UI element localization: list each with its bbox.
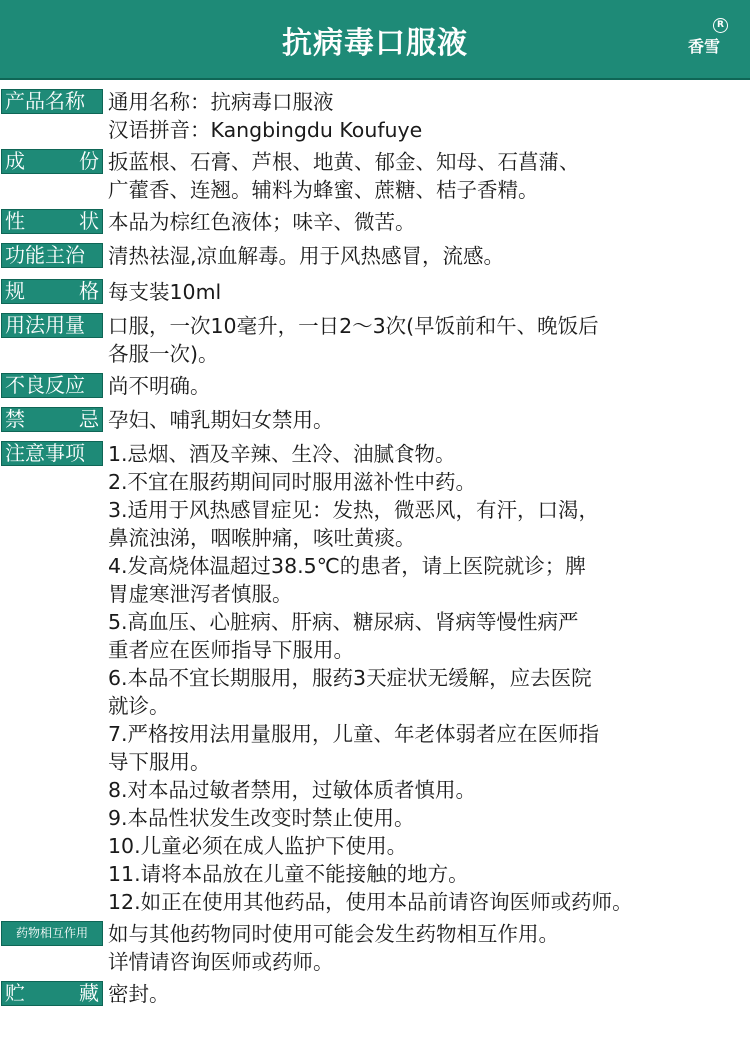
section-content bbox=[108, 440, 730, 916]
section-label bbox=[1, 149, 103, 174]
brand-logo: 香雪 bbox=[687, 37, 720, 56]
spec-row bbox=[0, 440, 750, 916]
page-title: 抗病毒口服液 bbox=[282, 26, 468, 61]
content-line: 8.对本品过敏者禁用，过敏体质者慎用。 bbox=[108, 778, 477, 802]
content-line: 胃虚寒泄泻者慎服。 bbox=[108, 582, 293, 606]
spec-row bbox=[0, 208, 750, 238]
content-line: 导下服用。 bbox=[108, 750, 211, 774]
content-line: 12.如正在使用其他药品，使用本品前请咨询医师或药师。 bbox=[108, 890, 633, 914]
section-label-text: 状 bbox=[79, 209, 99, 233]
section-content bbox=[108, 208, 730, 236]
content-line: 尚不明确。 bbox=[108, 374, 211, 398]
content-line: 本品为棕红色液体；味辛、微苦。 bbox=[108, 210, 416, 234]
section-label-text: 规 bbox=[5, 279, 25, 303]
section-label bbox=[1, 407, 103, 432]
spec-row bbox=[0, 406, 750, 436]
content-line: 2.不宜在服药期间同时服用滋补性中药。 bbox=[108, 470, 477, 494]
content-line: 5.高血压、心脏病、肝病、糖尿病、肾病等慢性病严 bbox=[108, 610, 579, 634]
section-label-text: 用法用量 bbox=[5, 313, 85, 337]
section-content bbox=[108, 242, 730, 270]
section-content bbox=[108, 88, 730, 144]
content-line: 6.本品不宜长期服用，服药3天症状无缓解，应去医院 bbox=[108, 666, 592, 690]
section-label bbox=[1, 209, 103, 234]
section-label-text: 忌 bbox=[79, 407, 99, 431]
content-line: 孕妇、哺乳期妇女禁用。 bbox=[108, 408, 334, 432]
section-label-text: 藏 bbox=[79, 981, 99, 1005]
section-label bbox=[1, 89, 103, 114]
content-line: 就诊。 bbox=[108, 694, 170, 718]
content-line: 1.忌烟、酒及辛辣、生冷、油腻食物。 bbox=[108, 442, 456, 466]
content-line: 11.请将本品放在儿童不能接触的地方。 bbox=[108, 862, 469, 886]
content-line: 详情请咨询医师或药师。 bbox=[108, 950, 334, 974]
section-label bbox=[1, 441, 103, 466]
spec-list bbox=[0, 80, 750, 1010]
section-label-text: 禁 bbox=[5, 407, 25, 431]
spec-row bbox=[0, 88, 750, 144]
spec-row bbox=[0, 242, 750, 272]
section-label-text: 功能主治 bbox=[5, 243, 85, 267]
section-content bbox=[108, 920, 730, 976]
content-line: 3.适用于风热感冒症见：发热，微恶风，有汗，口渴， bbox=[108, 498, 600, 522]
spec-row bbox=[0, 980, 750, 1010]
section-label bbox=[1, 243, 103, 268]
content-line: 7.严格按用法用量服用，儿童、年老体弱者应在医师指 bbox=[108, 722, 600, 746]
section-label-text: 不良反应 bbox=[5, 373, 85, 397]
content-line: 扳蓝根、石膏、芦根、地黄、郁金、知母、石菖蒲、 bbox=[108, 150, 580, 174]
section-content bbox=[108, 406, 730, 434]
section-label-text: 性 bbox=[5, 209, 25, 233]
section-content bbox=[108, 148, 730, 204]
section-label-text: 份 bbox=[79, 149, 99, 173]
content-line: 广藿香、连翘。辅料为蜂蜜、蔗糖、桔子香精。 bbox=[108, 178, 539, 202]
section-label-text: 药物相互作用 bbox=[15, 926, 88, 940]
section-label-text: 产品名称 bbox=[5, 89, 85, 113]
content-line: 各服一次)。 bbox=[108, 342, 219, 366]
section-label bbox=[1, 981, 103, 1006]
section-content bbox=[108, 980, 730, 1008]
spec-row bbox=[0, 278, 750, 308]
section-label bbox=[1, 279, 103, 304]
section-label-text: 成 bbox=[5, 149, 25, 173]
spec-row bbox=[0, 148, 750, 204]
header-banner bbox=[0, 0, 750, 80]
content-line: 每支装10ml bbox=[108, 280, 222, 304]
content-line: 清热祛湿,凉血解毒。用于风热感冒，流感。 bbox=[108, 244, 505, 268]
spec-row bbox=[0, 312, 750, 368]
content-line: 密封。 bbox=[108, 982, 170, 1006]
content-line: 口服，一次10毫升，一日2～3次(早饭前和午、晚饭后 bbox=[108, 314, 599, 338]
content-line: 重者应在医师指导下服用。 bbox=[108, 638, 354, 662]
section-label-text: 贮 bbox=[5, 981, 25, 1005]
section-content bbox=[108, 372, 730, 400]
section-content bbox=[108, 278, 730, 306]
content-line: 汉语拼音：Kangbingdu Koufuye bbox=[108, 118, 423, 142]
content-line: 9.本品性状发生改变时禁止使用。 bbox=[108, 806, 415, 830]
registered-mark: R bbox=[713, 18, 728, 33]
spec-row bbox=[0, 920, 750, 976]
section-label bbox=[1, 921, 103, 946]
section-label-text: 格 bbox=[79, 279, 99, 303]
content-line: 10.儿童必须在成人监护下使用。 bbox=[108, 834, 408, 858]
content-line: 4.发高烧体温超过38.5℃的患者，请上医院就诊；脾 bbox=[108, 554, 586, 578]
section-label-text: 注意事项 bbox=[5, 441, 85, 465]
content-line: 通用名称：抗病毒口服液 bbox=[108, 90, 334, 114]
section-content bbox=[108, 312, 730, 368]
section-label bbox=[1, 373, 103, 398]
section-label bbox=[1, 313, 103, 338]
spec-row bbox=[0, 372, 750, 402]
content-line: 鼻流浊涕，咽喉肿痛，咳吐黄痰。 bbox=[108, 526, 416, 550]
content-line: 如与其他药物同时使用可能会发生药物相互作用。 bbox=[108, 922, 559, 946]
